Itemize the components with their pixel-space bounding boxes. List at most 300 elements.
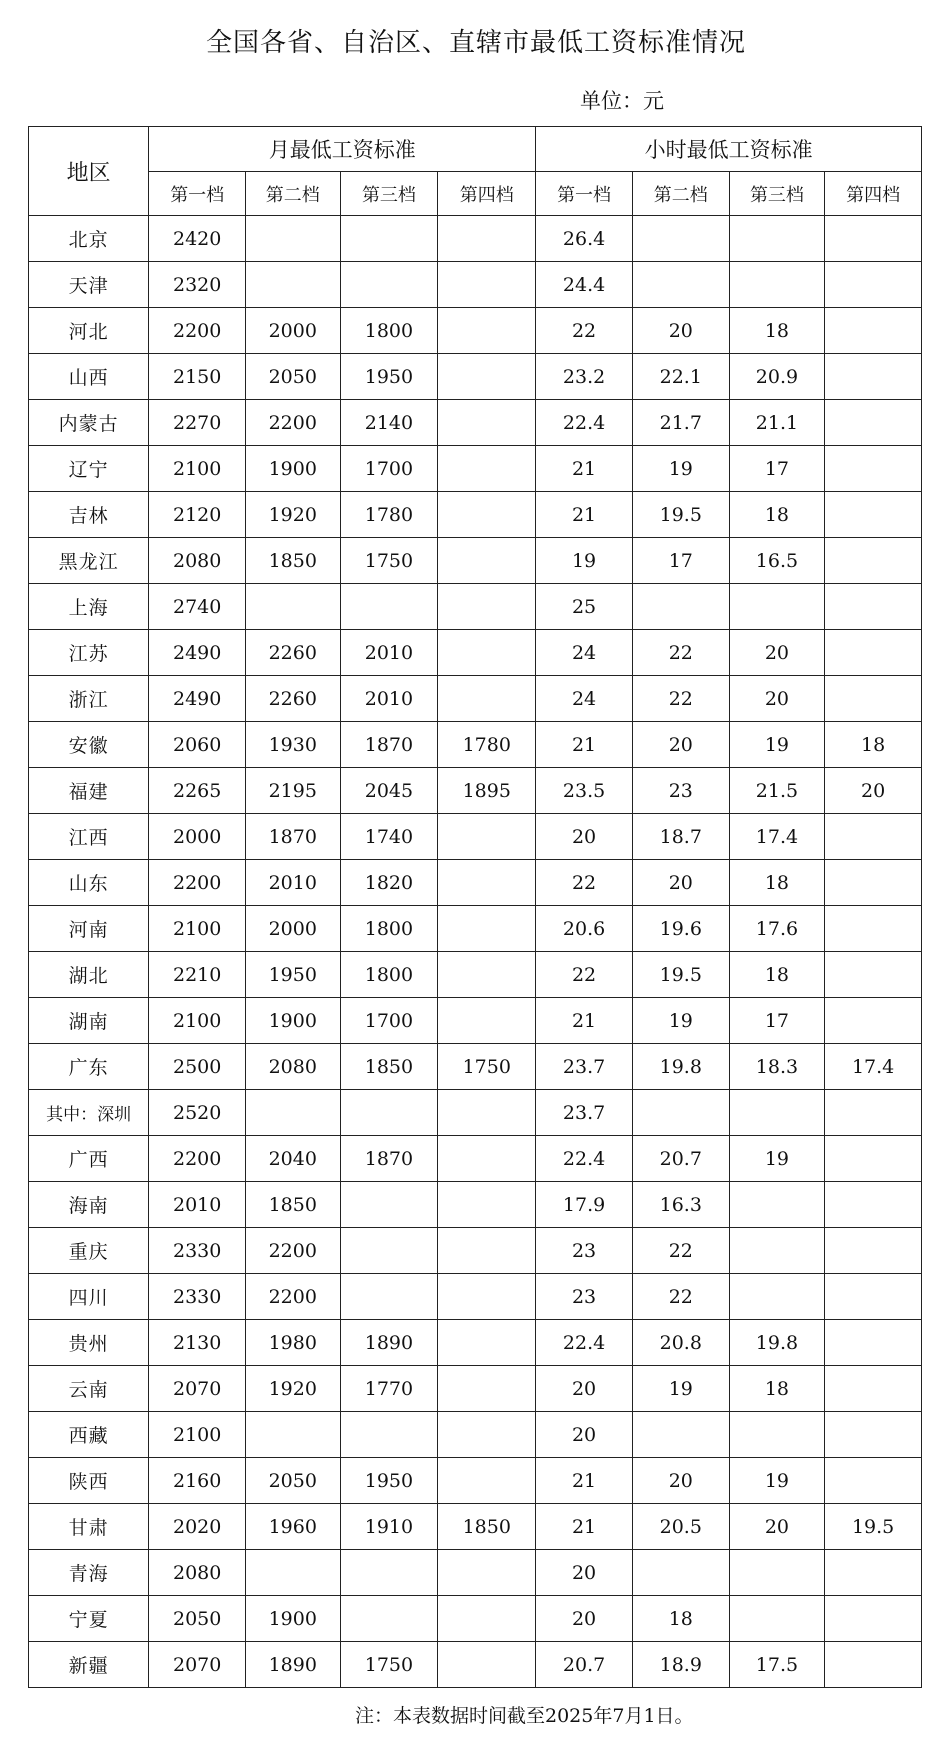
monthly-wage-cell: 1750 [340,538,438,584]
monthly-wage-cell: 2080 [246,1044,340,1090]
hourly-wage-cell: 20.5 [632,1504,729,1550]
table-row [29,1228,922,1274]
table-row [29,446,922,492]
monthly-wage-cell [438,1366,536,1412]
monthly-wage-cell [438,998,536,1044]
monthly-wage-cell [438,1090,536,1136]
hourly-wage-cell: 25 [536,584,633,630]
hourly-wage-cell: 20 [729,676,825,722]
monthly-wage-cell [340,1228,438,1274]
hourly-wage-cell [729,262,825,308]
hourly-wage-cell: 20.8 [632,1320,729,1366]
monthly-wage-cell: 2150 [149,354,246,400]
monthly-wage-cell: 1780 [340,492,438,538]
monthly-wage-cell [438,354,536,400]
hourly-wage-cell [825,492,922,538]
monthly-wage-cell [340,1412,438,1458]
monthly-wage-cell: 2200 [246,1274,340,1320]
hourly-wage-cell: 23 [536,1228,633,1274]
hourly-wage-cell: 24.4 [536,262,633,308]
monthly-wage-cell: 1870 [340,722,438,768]
monthly-wage-cell [246,216,340,262]
monthly-wage-cell: 1750 [438,1044,536,1090]
hourly-wage-cell [825,584,922,630]
monthly-wage-cell [438,1228,536,1274]
monthly-wage-cell [340,1090,438,1136]
region-cell: 宁夏 [29,1596,149,1642]
monthly-wage-cell: 2010 [340,676,438,722]
table-row [29,1320,922,1366]
region-cell: 陕西 [29,1458,149,1504]
hourly-wage-cell: 18 [729,860,825,906]
monthly-wage-cell [438,1182,536,1228]
hourly-wage-cell: 18.9 [632,1642,729,1688]
unit-label: 单位：元 [580,89,664,113]
hourly-wage-cell [729,216,825,262]
hourly-wage-cell: 22.4 [536,1320,633,1366]
hourly-wage-cell: 19 [536,538,633,584]
table-row [29,1044,922,1090]
table-row [29,630,922,676]
monthly-wage-cell [438,1136,536,1182]
hourly-wage-cell: 17 [729,998,825,1044]
monthly-wage-cell [438,906,536,952]
monthly-wage-cell: 1780 [438,722,536,768]
monthly-wage-cell: 1800 [340,906,438,952]
hourly-wage-cell: 20.7 [536,1642,633,1688]
hourly-wage-cell: 20 [536,814,633,860]
monthly-wage-cell: 1950 [246,952,340,998]
hourly-wage-cell [632,584,729,630]
hourly-wage-cell [729,1550,825,1596]
monthly-wage-cell: 1850 [438,1504,536,1550]
region-cell: 湖北 [29,952,149,998]
hourly-wage-cell: 22 [632,630,729,676]
hourly-wage-cell: 21.7 [632,400,729,446]
monthly-wage-cell [438,216,536,262]
hourly-wage-cell: 18 [632,1596,729,1642]
monthly-wage-cell: 2260 [246,630,340,676]
monthly-wage-cell: 1900 [246,1596,340,1642]
monthly-wage-cell: 2050 [246,1458,340,1504]
table-row [29,1596,922,1642]
table-row [29,1366,922,1412]
region-cell: 山西 [29,354,149,400]
hourly-wage-cell: 22 [536,860,633,906]
table-row [29,1458,922,1504]
monthly-wage-cell [438,1596,536,1642]
monthly-wage-cell: 1770 [340,1366,438,1412]
hourly-wage-cell: 20 [536,1412,633,1458]
hourly-wage-cell [729,1182,825,1228]
hourly-wage-cell: 22 [536,952,633,998]
monthly-wage-cell [438,630,536,676]
monthly-wage-cell [438,1320,536,1366]
monthly-wage-cell: 1980 [246,1320,340,1366]
monthly-wage-cell: 2200 [149,860,246,906]
hourly-wage-cell [632,262,729,308]
monthly-wage-cell: 1700 [340,446,438,492]
hourly-wage-cell: 23.7 [536,1090,633,1136]
hourly-wage-cell [825,1182,922,1228]
hourly-wage-cell: 20 [729,630,825,676]
hourly-wage-cell: 20 [632,308,729,354]
monthly-wage-cell: 1900 [246,446,340,492]
hourly-tier-header: 第三档 [729,172,825,216]
hourly-wage-cell: 21.1 [729,400,825,446]
monthly-wage-cell [438,814,536,860]
table-row [29,584,922,630]
monthly-wage-cell: 2010 [340,630,438,676]
hourly-wage-cell: 19 [632,1366,729,1412]
hourly-wage-cell: 16.3 [632,1182,729,1228]
hourly-wage-cell: 22 [632,676,729,722]
hourly-wage-cell: 22.4 [536,1136,633,1182]
hourly-wage-cell: 26.4 [536,216,633,262]
hourly-wage-cell: 20 [632,860,729,906]
monthly-wage-cell [438,308,536,354]
monthly-tier-header: 第一档 [149,172,246,216]
monthly-wage-cell [438,446,536,492]
hourly-wage-cell: 22 [632,1228,729,1274]
monthly-wage-cell [438,860,536,906]
region-cell: 新疆 [29,1642,149,1688]
monthly-wage-cell: 1800 [340,308,438,354]
table-row [29,952,922,998]
monthly-wage-cell: 2330 [149,1274,246,1320]
monthly-wage-cell: 1890 [246,1642,340,1688]
table-row [29,538,922,584]
hourly-wage-cell: 17.4 [729,814,825,860]
hourly-wage-cell: 21 [536,446,633,492]
monthly-wage-cell: 2520 [149,1090,246,1136]
hourly-wage-cell: 22 [536,308,633,354]
monthly-wage-cell: 2070 [149,1642,246,1688]
monthly-tier-header: 第三档 [340,172,438,216]
table-row [29,492,922,538]
region-cell: 上海 [29,584,149,630]
monthly-wage-cell: 2100 [149,998,246,1044]
table-row [29,354,922,400]
hourly-wage-cell: 20 [536,1366,633,1412]
hourly-wage-cell: 20 [632,722,729,768]
monthly-wage-cell: 2040 [246,1136,340,1182]
monthly-tier-header: 第四档 [438,172,536,216]
hourly-wage-cell: 19 [632,998,729,1044]
hourly-wage-cell: 20 [632,1458,729,1504]
monthly-wage-cell: 2420 [149,216,246,262]
region-cell: 安徽 [29,722,149,768]
hourly-wage-cell: 17.9 [536,1182,633,1228]
hourly-wage-cell [825,676,922,722]
hourly-wage-cell: 19.8 [632,1044,729,1090]
hourly-wage-cell: 18 [825,722,922,768]
table-row [29,1182,922,1228]
region-cell: 江苏 [29,630,149,676]
hourly-wage-cell: 19.5 [632,492,729,538]
hourly-wage-cell: 20 [825,768,922,814]
monthly-wage-cell [438,1550,536,1596]
hourly-wage-cell [729,584,825,630]
hourly-wage-cell [825,262,922,308]
table-row [29,1642,922,1688]
table-row [29,722,922,768]
table-row [29,216,922,262]
hourly-wage-cell: 18 [729,308,825,354]
hourly-wage-cell: 24 [536,676,633,722]
region-cell: 其中：深圳 [29,1090,149,1136]
hourly-wage-cell: 24 [536,630,633,676]
hourly-wage-cell [825,354,922,400]
monthly-wage-cell: 2160 [149,1458,246,1504]
monthly-wage-cell: 2200 [246,400,340,446]
monthly-wage-cell [438,492,536,538]
monthly-wage-cell: 2010 [149,1182,246,1228]
hourly-wage-cell [729,1412,825,1458]
monthly-wage-cell [340,1596,438,1642]
table-row [29,1550,922,1596]
region-cell: 青海 [29,1550,149,1596]
monthly-wage-cell [246,584,340,630]
hourly-wage-cell: 18 [729,1366,825,1412]
hourly-wage-cell [729,1228,825,1274]
hourly-wage-cell [825,906,922,952]
table-row [29,860,922,906]
monthly-wage-cell: 2070 [149,1366,246,1412]
hourly-tier-header: 第四档 [825,172,922,216]
monthly-wage-cell: 2490 [149,676,246,722]
table-row [29,1136,922,1182]
monthly-wage-cell: 1960 [246,1504,340,1550]
hourly-wage-cell: 22.4 [536,400,633,446]
monthly-wage-cell: 2100 [149,1412,246,1458]
region-cell: 海南 [29,1182,149,1228]
monthly-wage-cell [340,262,438,308]
hourly-wage-cell: 19 [632,446,729,492]
hourly-wage-cell: 22.1 [632,354,729,400]
hourly-wage-cell: 19.6 [632,906,729,952]
monthly-wage-cell [246,262,340,308]
region-cell: 吉林 [29,492,149,538]
monthly-wage-cell: 1950 [340,354,438,400]
monthly-wage-cell: 2000 [149,814,246,860]
table-row [29,676,922,722]
monthly-wage-cell: 2060 [149,722,246,768]
hourly-wage-cell: 17.4 [825,1044,922,1090]
hourly-wage-cell: 20.6 [536,906,633,952]
hourly-wage-cell [825,860,922,906]
hourly-wage-cell: 19.8 [729,1320,825,1366]
region-cell: 江西 [29,814,149,860]
monthly-wage-cell: 2050 [149,1596,246,1642]
hourly-wage-cell: 20.7 [632,1136,729,1182]
region-cell: 贵州 [29,1320,149,1366]
hourly-wage-cell: 20 [536,1550,633,1596]
page-title: 全国各省、自治区、直辖市最低工资标准情况 [205,28,746,58]
monthly-wage-cell: 2080 [149,538,246,584]
monthly-wage-cell: 2195 [246,768,340,814]
monthly-wage-cell: 2045 [340,768,438,814]
monthly-wage-cell: 1895 [438,768,536,814]
monthly-wage-cell [340,216,438,262]
region-cell: 天津 [29,262,149,308]
monthly-wage-cell: 1950 [340,1458,438,1504]
hourly-wage-cell: 21.5 [729,768,825,814]
monthly-wage-cell [246,1090,340,1136]
monthly-tier-header: 第二档 [246,172,340,216]
monthly-wage-cell [340,1274,438,1320]
hourly-wage-cell: 19.5 [632,952,729,998]
footnote: 注：本表数据时间截至2025年7月1日。 [355,1705,694,1727]
table-row [29,1504,922,1550]
monthly-wage-cell: 1820 [340,860,438,906]
monthly-wage-cell: 2200 [149,1136,246,1182]
monthly-wage-cell: 2320 [149,262,246,308]
hourly-wage-cell [825,630,922,676]
hourly-wage-cell [825,1136,922,1182]
hourly-wage-cell [825,1274,922,1320]
monthly-wage-cell: 2210 [149,952,246,998]
minimum-wage-table [28,126,922,1688]
region-cell: 西藏 [29,1412,149,1458]
monthly-wage-cell [438,1412,536,1458]
hourly-wage-cell [729,1274,825,1320]
table-row [29,906,922,952]
monthly-wage-cell: 1850 [340,1044,438,1090]
region-cell: 河北 [29,308,149,354]
monthly-wage-cell [438,400,536,446]
region-cell: 浙江 [29,676,149,722]
hourly-wage-cell [729,1090,825,1136]
monthly-wage-cell: 2100 [149,446,246,492]
monthly-wage-cell: 2270 [149,400,246,446]
monthly-wage-cell [438,1458,536,1504]
hourly-wage-cell [825,400,922,446]
monthly-wage-cell: 1930 [246,722,340,768]
monthly-wage-cell: 2500 [149,1044,246,1090]
monthly-wage-cell: 1850 [246,1182,340,1228]
monthly-wage-cell: 1850 [246,538,340,584]
hourly-wage-cell: 21 [536,998,633,1044]
hourly-wage-cell: 18 [729,952,825,998]
monthly-wage-cell: 1740 [340,814,438,860]
monthly-wage-cell: 2000 [246,308,340,354]
monthly-wage-cell [438,262,536,308]
region-header: 地区 [29,127,149,216]
hourly-wage-cell [825,1412,922,1458]
hourly-wage-cell [632,1550,729,1596]
region-cell: 山东 [29,860,149,906]
region-cell: 湖南 [29,998,149,1044]
hourly-wage-cell [825,446,922,492]
region-cell: 辽宁 [29,446,149,492]
monthly-wage-cell: 2130 [149,1320,246,1366]
hourly-tier-header: 第二档 [632,172,729,216]
monthly-wage-cell [246,1550,340,1596]
hourly-wage-cell: 19 [729,722,825,768]
hourly-wage-cell: 18 [729,492,825,538]
hourly-wage-cell [825,1642,922,1688]
monthly-wage-cell [340,584,438,630]
monthly-wage-cell: 2050 [246,354,340,400]
monthly-wage-cell: 2020 [149,1504,246,1550]
hourly-wage-cell: 23.7 [536,1044,633,1090]
hourly-wage-cell: 23 [536,1274,633,1320]
hourly-wage-cell: 17 [632,538,729,584]
monthly-wage-cell: 2200 [149,308,246,354]
monthly-wage-cell: 1700 [340,998,438,1044]
hourly-wage-header: 小时最低工资标准 [536,127,922,172]
monthly-wage-cell: 2100 [149,906,246,952]
hourly-wage-cell [825,1596,922,1642]
monthly-wage-cell: 2740 [149,584,246,630]
hourly-wage-cell [632,216,729,262]
hourly-wage-cell: 21 [536,1458,633,1504]
hourly-wage-cell: 20 [536,1596,633,1642]
table-row [29,400,922,446]
monthly-wage-cell: 1800 [340,952,438,998]
hourly-wage-cell: 21 [536,722,633,768]
region-cell: 内蒙古 [29,400,149,446]
table-row [29,1274,922,1320]
region-cell: 四川 [29,1274,149,1320]
monthly-wage-cell: 2080 [149,1550,246,1596]
monthly-wage-cell: 2120 [149,492,246,538]
hourly-wage-cell: 19.5 [825,1504,922,1550]
hourly-wage-cell: 22 [632,1274,729,1320]
hourly-wage-cell [825,1458,922,1504]
hourly-tier-header: 第一档 [536,172,633,216]
table-row [29,308,922,354]
hourly-wage-cell [825,308,922,354]
monthly-wage-cell: 1750 [340,1642,438,1688]
hourly-wage-cell: 17.6 [729,906,825,952]
monthly-wage-cell: 1920 [246,1366,340,1412]
hourly-wage-cell: 21 [536,1504,633,1550]
region-cell: 福建 [29,768,149,814]
monthly-wage-cell [438,952,536,998]
hourly-wage-cell [825,216,922,262]
hourly-wage-cell [632,1090,729,1136]
hourly-wage-cell [825,952,922,998]
hourly-wage-cell: 18.7 [632,814,729,860]
table-row [29,768,922,814]
monthly-wage-cell: 1910 [340,1504,438,1550]
hourly-wage-cell [825,814,922,860]
monthly-wage-cell [340,1550,438,1596]
region-cell: 广东 [29,1044,149,1090]
hourly-wage-cell: 17 [729,446,825,492]
hourly-wage-cell: 19 [729,1136,825,1182]
hourly-wage-cell: 16.5 [729,538,825,584]
hourly-wage-cell [825,1320,922,1366]
region-cell: 云南 [29,1366,149,1412]
hourly-wage-cell [825,1366,922,1412]
monthly-wage-cell: 1900 [246,998,340,1044]
monthly-wage-cell: 1870 [246,814,340,860]
table-row [29,1412,922,1458]
table-row [29,262,922,308]
hourly-wage-cell: 19 [729,1458,825,1504]
table-row [29,1090,922,1136]
monthly-wage-cell: 2330 [149,1228,246,1274]
hourly-wage-cell [825,1550,922,1596]
hourly-wage-cell: 23.2 [536,354,633,400]
monthly-wage-cell [438,1642,536,1688]
monthly-wage-cell: 2200 [246,1228,340,1274]
table-body [29,216,922,1688]
monthly-wage-cell [438,1274,536,1320]
